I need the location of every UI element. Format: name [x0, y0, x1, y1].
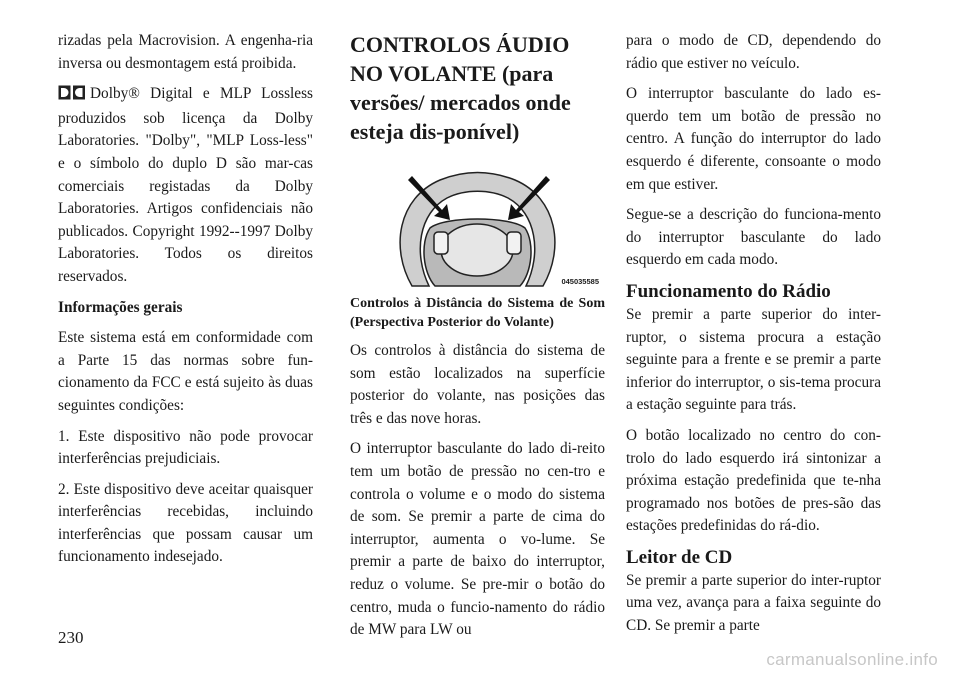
- list-item-2: 2. Este dispositivo deve aceitar quaisquer interferências recebidas, incluindo interferências que possam causar um funcionamento indesejado.: [58, 480, 313, 566]
- dolby-logo-icon: [58, 85, 86, 108]
- heading-funcionamento-radio: Funcionamento do Rádio: [626, 280, 831, 302]
- paragraph-fcc: Este sistema está em conformidade com a Parte 15 das normas sobre fun-cionamento da FCC e está sujeito às duas seguintes condições:: [58, 329, 313, 414]
- paragraph-localizacao: Os controlos à distância do sistema de som estão localizados na superfície posterior do volante, nas posições das três e das nove horas.: [350, 342, 605, 427]
- paragraph-interruptor-direito: O interruptor basculante do lado di-reito tem um botão de pressão no cen-tro e controla o volume e o modo do sistema de som. Se premir a parte de cima do interruptor, aumenta o vo-lume. Se premir a parte de baixo do interruptor, reduz o volume. Se pre-mir o botão do centro, muda o funcio-namento do rádio de MW para LW ou: [350, 440, 605, 639]
- column-left: [58, 30, 313, 577]
- column-middle: [350, 30, 605, 650]
- paragraph-descricao: Segue-se a descrição do funciona-mento do interruptor basculante do lado esquerdo em cada modo.: [626, 206, 881, 269]
- heading-leitor-cd: Leitor de CD: [626, 546, 733, 568]
- paragraph-leitor-cd: Se premir a parte superior do inter-ruptor uma vez, avança para a faixa seguinte do CD. Se premir a parte: [626, 571, 881, 635]
- page-number: 230: [58, 628, 84, 647]
- dolby-text: Dolby® Digital e MLP Lossless produzidos sob licença da Dolby Laboratories. "Dolby", "MLP Loss-less" e o símbolo do duplo D são mar-cas comerciais registadas da Dolby Laboratories. Artigos confidenciais não publicados. Copyright 1992--1997 Dolby Laboratories. Todos os direitos reservados.: [58, 85, 313, 285]
- figure-code: 045035585: [561, 277, 599, 287]
- paragraph-dolby: [58, 83, 313, 288]
- paragraph-macrovision: rizadas pela Macrovision. A engenha-ria inversa ou desmontagem está proibida.: [58, 32, 313, 72]
- paragraph-botao-centro: O botão localizado no centro do con-trolo do lado esquerdo irá sintonizar a próxima estação predefinida que te-nha programado nos botões de pres-são das estações predefinidas do rá-dio.: [626, 426, 881, 535]
- paragraph-procura-estacao: Se premir a parte superior do inter-ruptor, o sistema procura a estação seguinte para a frente e se premir a parte inferior do interruptor, o sis-tema procura a estação seguinte para trás.: [626, 305, 881, 414]
- paragraph-modo-cd: para o modo de CD, dependendo do rádio que estiver no veículo.: [626, 32, 881, 72]
- figure-caption: Controlos à Distância do Sistema de Som (Perspectiva Posterior do Volante): [350, 296, 605, 330]
- column-right: [626, 30, 881, 646]
- section-heading-controlos-audio: CONTROLOS ÁUDIO NO VOLANTE (para versões/ mercados onde esteja dis-ponível): [350, 32, 571, 144]
- list-item-1: 1. Este dispositivo não pode provocar interferências prejudiciais.: [58, 427, 313, 468]
- heading-informacoes-gerais: Informações gerais: [58, 298, 183, 316]
- watermark: carmanualsonline.info: [766, 650, 938, 669]
- steering-wheel-figure: [350, 158, 605, 294]
- paragraph-interruptor-esquerdo: O interruptor basculante do lado es-querdo tem um botão de pressão no centro. A função do interruptor do lado esquerdo é diferente, consoante o modo em que estiver.: [626, 85, 881, 193]
